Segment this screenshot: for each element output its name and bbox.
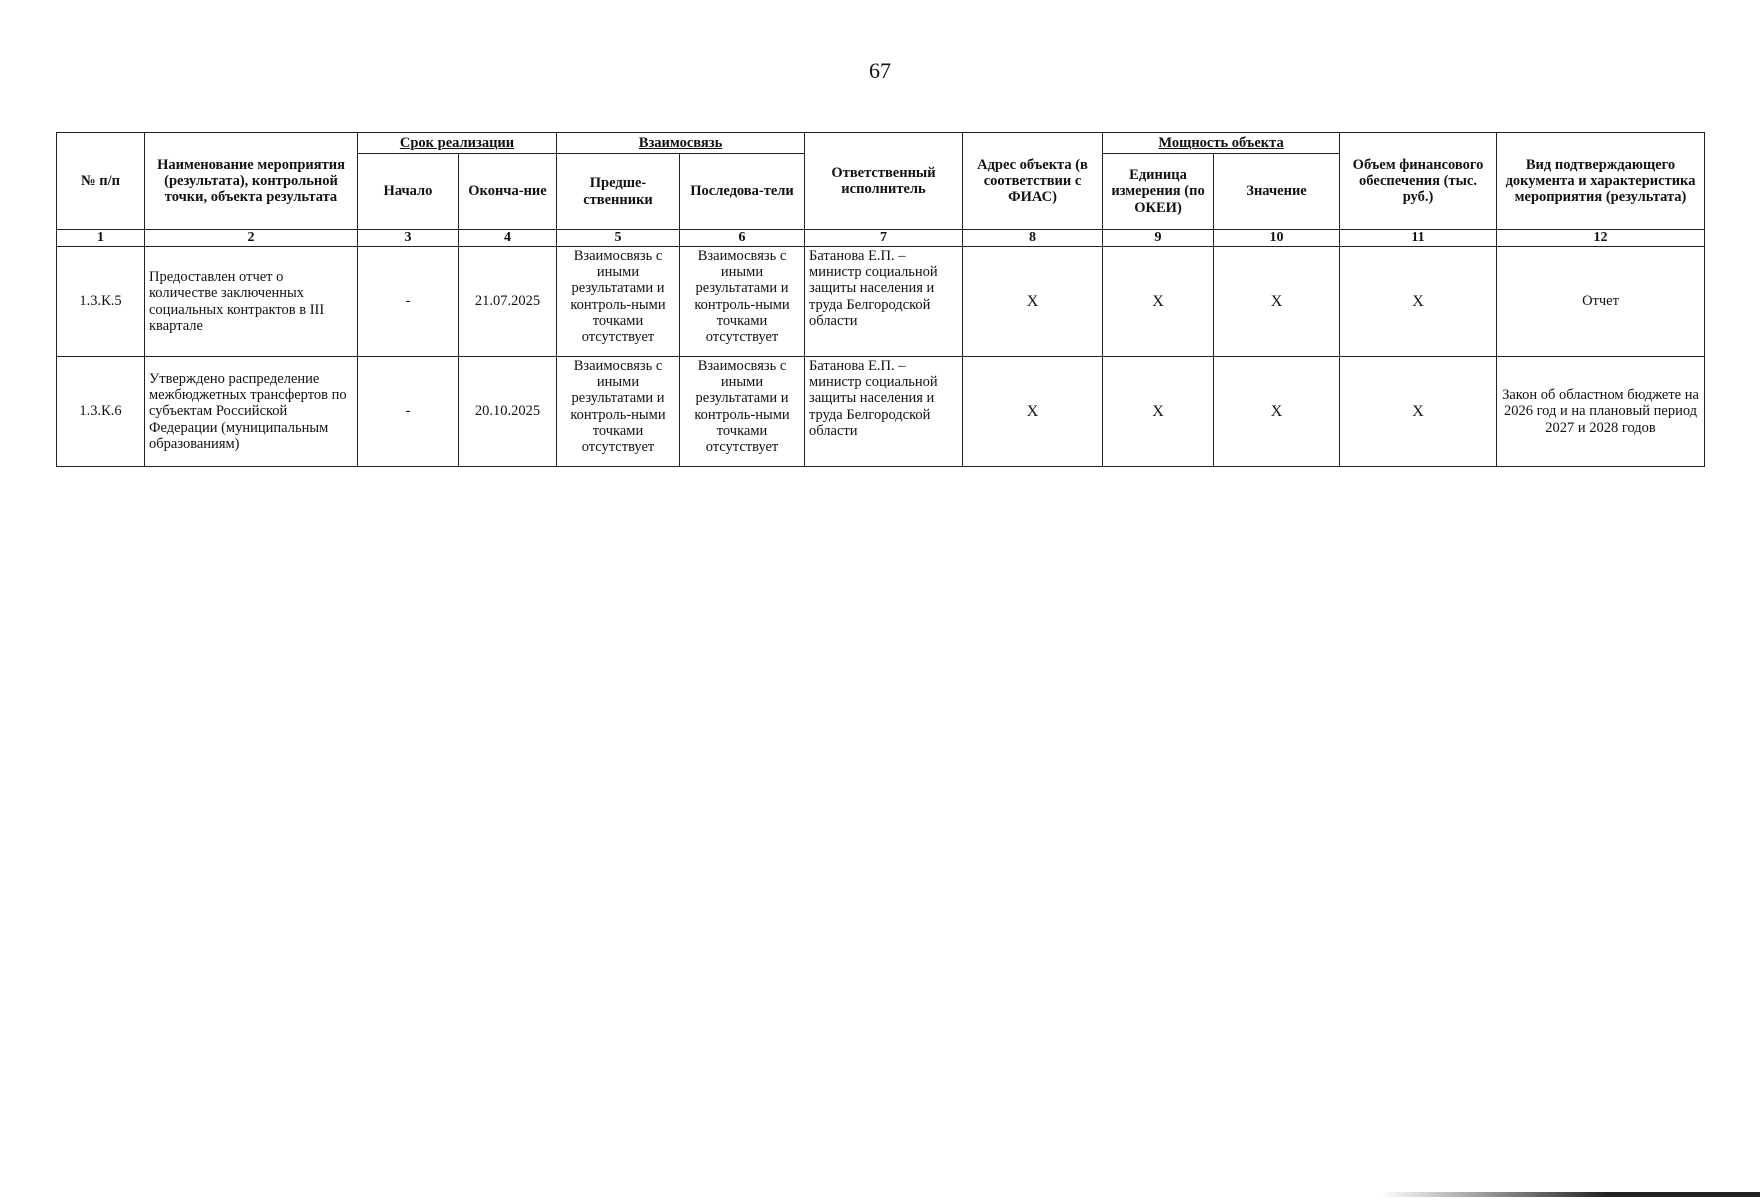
- cell-finance: Х: [1340, 247, 1497, 357]
- column-number: 11: [1340, 230, 1497, 247]
- column-number: 8: [963, 230, 1103, 247]
- header-unit: Единица измерения (по ОКЕИ): [1103, 154, 1214, 230]
- header-name: Наименование мероприятия (результата), контрольной точки, объекта результата: [145, 133, 358, 230]
- table-row: [57, 357, 1705, 467]
- header-responsible: Ответственный исполнитель: [805, 133, 963, 230]
- cell-value: Х: [1214, 357, 1340, 467]
- column-number: 6: [680, 230, 805, 247]
- cell-num: 1.3.К.5: [57, 247, 145, 357]
- cell-predecessors: Взаимосвязь с иными результатами и контроль-ными точками отсутствует: [557, 357, 680, 467]
- column-number: 10: [1214, 230, 1340, 247]
- cell-address: Х: [963, 247, 1103, 357]
- cell-name: Утверждено распределение межбюджетных трансфертов по субъектам Российской Федерации (муниципальным образованиям): [145, 357, 358, 467]
- column-number: 2: [145, 230, 358, 247]
- cell-start: -: [358, 247, 459, 357]
- column-number: 4: [459, 230, 557, 247]
- header-document: Вид подтверждающего документа и характеристика мероприятия (результата): [1497, 133, 1705, 230]
- scan-edge-line: [1380, 1192, 1760, 1197]
- cell-end: 21.07.2025: [459, 247, 557, 357]
- header-start: Начало: [358, 154, 459, 230]
- header-capacity-group: Мощность объекта: [1103, 133, 1340, 154]
- table-row: [57, 247, 1705, 357]
- column-number: 12: [1497, 230, 1705, 247]
- cell-num: 1.3.К.6: [57, 357, 145, 467]
- cell-name: Предоставлен отчет о количестве заключенных социальных контрактов в III квартале: [145, 247, 358, 357]
- cell-value: Х: [1214, 247, 1340, 357]
- plan-table: [56, 132, 1705, 467]
- column-number: 9: [1103, 230, 1214, 247]
- header-num: № п/п: [57, 133, 145, 230]
- header-relation-group: Взаимосвязь: [557, 133, 805, 154]
- header-address: Адрес объекта (в соответствии с ФИАС): [963, 133, 1103, 230]
- cell-successors: Взаимосвязь с иными результатами и контроль-ными точками отсутствует: [680, 247, 805, 357]
- header-successors: Последова-тели: [680, 154, 805, 230]
- page-number: 67: [869, 58, 891, 83]
- header-term-group: Срок реализации: [358, 133, 557, 154]
- cell-finance: Х: [1340, 357, 1497, 467]
- cell-predecessors: Взаимосвязь с иными результатами и контроль-ными точками отсутствует: [557, 247, 680, 357]
- cell-document: Отчет: [1497, 247, 1705, 357]
- cell-document: Закон об областном бюджете на 2026 год и на плановый период 2027 и 2028 годов: [1497, 357, 1705, 467]
- table-body: [57, 247, 1705, 467]
- cell-address: Х: [963, 357, 1103, 467]
- cell-successors: Взаимосвязь с иными результатами и контроль-ными точками отсутствует: [680, 357, 805, 467]
- header-finance: Объем финансового обеспечения (тыс. руб.): [1340, 133, 1497, 230]
- header-value: Значение: [1214, 154, 1340, 230]
- table-header: [57, 133, 1705, 247]
- column-number-row: [57, 230, 1705, 247]
- cell-end: 20.10.2025: [459, 357, 557, 467]
- column-number: 3: [358, 230, 459, 247]
- header-end: Оконча-ние: [459, 154, 557, 230]
- cell-responsible: Батанова Е.П. – министр социальной защиты населения и труда Белгородской области: [805, 357, 963, 467]
- cell-unit: Х: [1103, 247, 1214, 357]
- cell-unit: Х: [1103, 357, 1214, 467]
- cell-start: -: [358, 357, 459, 467]
- column-number: 1: [57, 230, 145, 247]
- header-predecessors: Предше-ственники: [557, 154, 680, 230]
- cell-responsible: Батанова Е.П. – министр социальной защиты населения и труда Белгородской области: [805, 247, 963, 357]
- column-number: 7: [805, 230, 963, 247]
- column-number: 5: [557, 230, 680, 247]
